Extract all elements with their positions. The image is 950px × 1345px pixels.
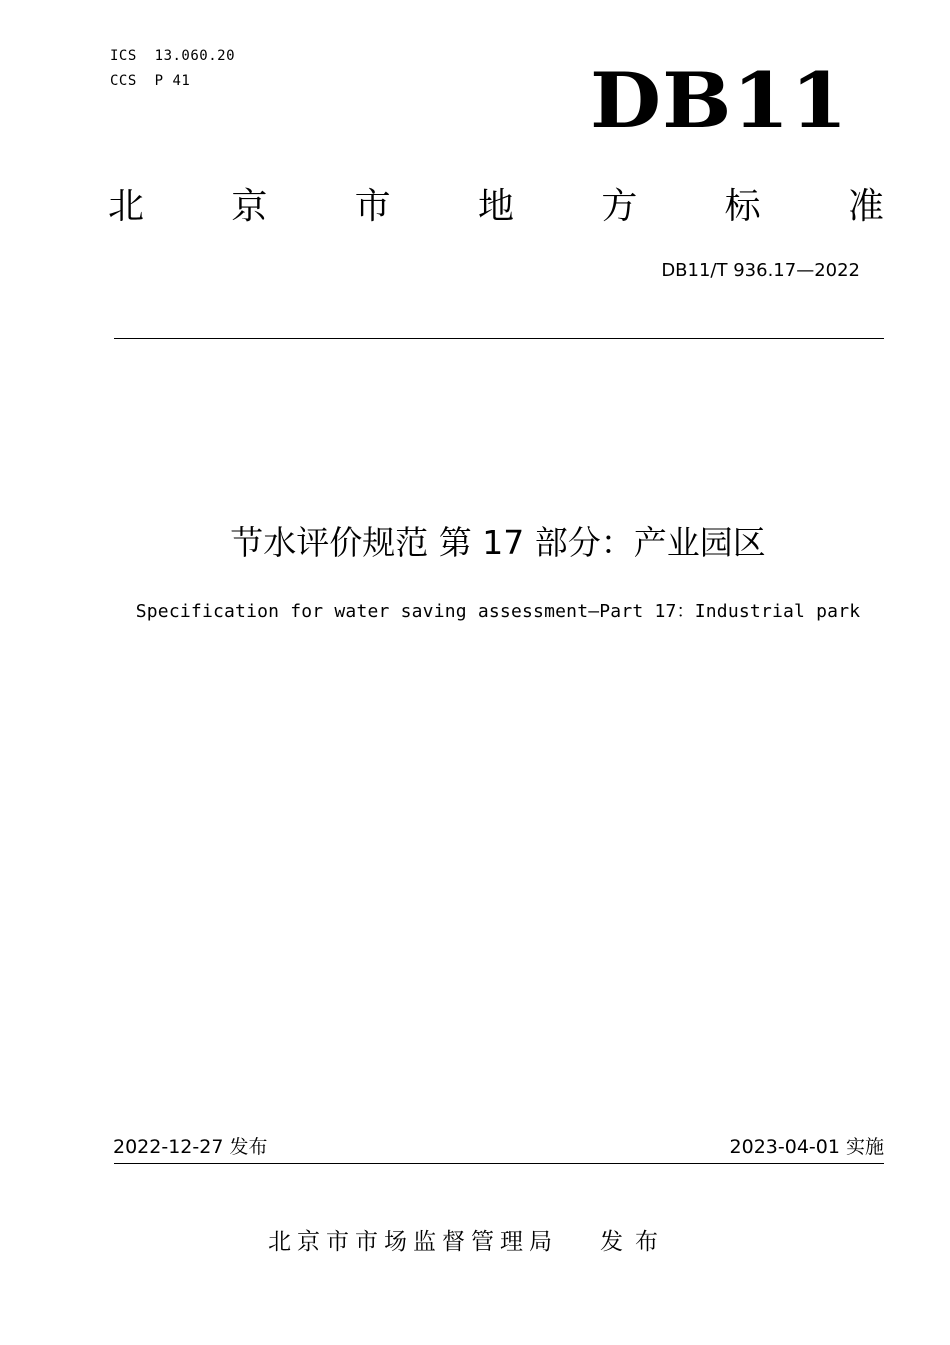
ccs-code: CCS P 41 — [110, 73, 191, 89]
db11-logo: DB11 — [590, 57, 849, 146]
implementation-date: 2023-04-01 实施 — [729, 1136, 884, 1158]
standard-type-char: 北 — [108, 186, 145, 227]
standard-type-char: 标 — [724, 186, 761, 227]
document-title-chinese: 节水评价规范 第 17 部分：产业园区 — [230, 523, 766, 562]
document-title-english: Specification for water saving assessment—Part 17：Industrial park — [135, 601, 861, 622]
standard-type-char: 准 — [847, 186, 884, 227]
publisher-line — [268, 1226, 670, 1258]
publisher-name: 北京市市场监督管理局 — [268, 1229, 558, 1255]
standard-type-heading — [108, 182, 884, 232]
header-divider — [114, 338, 884, 339]
standard-type-char: 京 — [231, 186, 268, 227]
footer-divider — [114, 1163, 884, 1164]
publish-verb: 发布 — [600, 1229, 670, 1255]
standard-type-char: 市 — [354, 186, 391, 227]
standard-type-char: 方 — [601, 186, 638, 227]
standard-number: DB11/T 936.17—2022 — [661, 260, 860, 281]
ics-code: ICS 13.060.20 — [110, 48, 236, 64]
standard-type-char: 地 — [477, 186, 514, 227]
issue-date: 2022-12-27 发布 — [113, 1136, 268, 1158]
